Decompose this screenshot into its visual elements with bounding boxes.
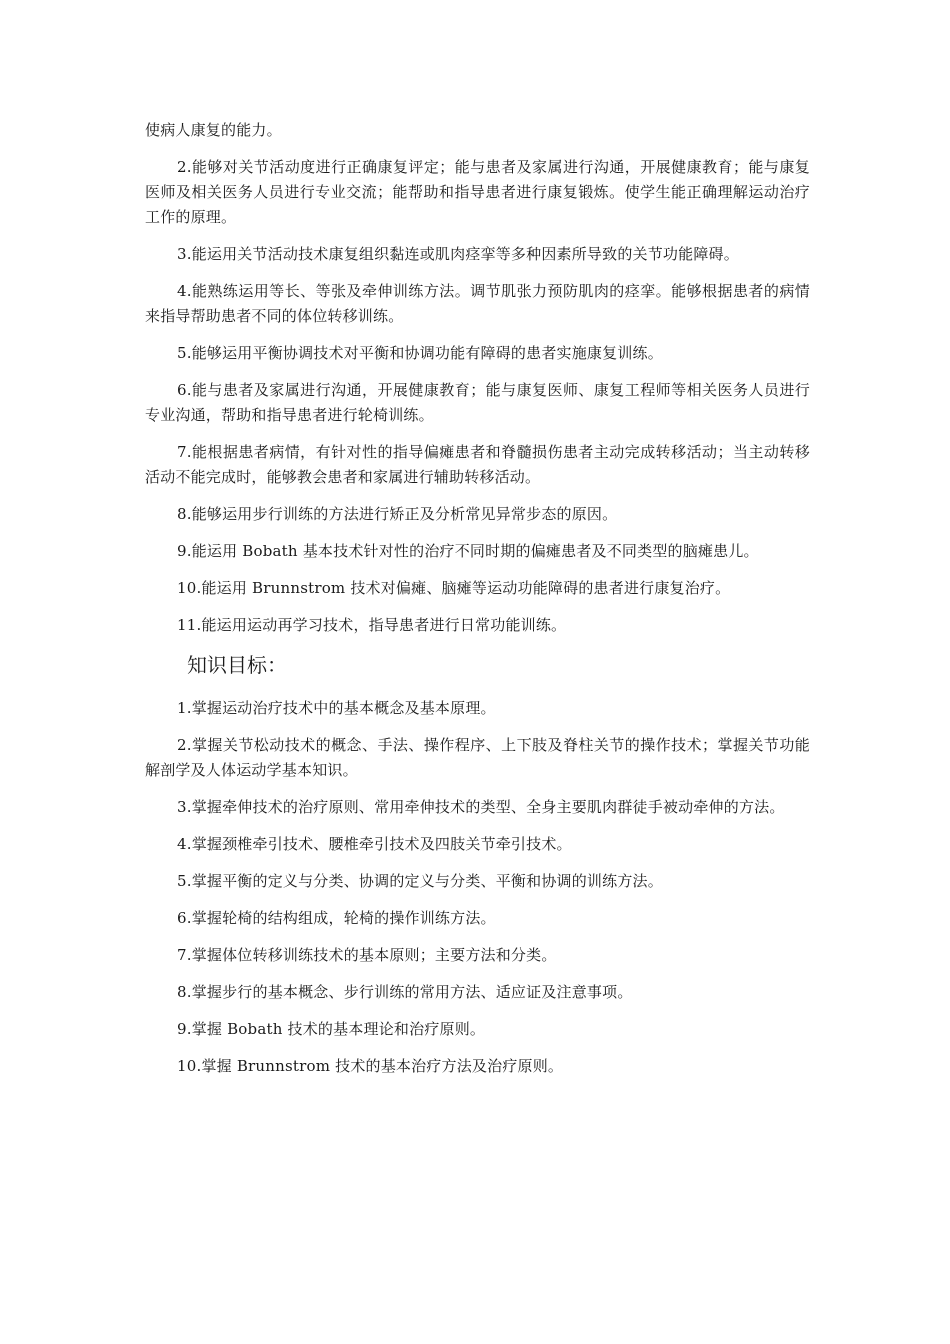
ability-item-6: 6.能与患者及家属进行沟通，开展健康教育；能与康复医师、康复工程师等相关医务人员进行专业沟通，帮助和指导患者进行轮椅训练。 — [145, 381, 810, 424]
knowledge-item-4: 4.掌握颈椎牵引技术、腰椎牵引技术及四肢关节牵引技术。 — [177, 835, 572, 853]
knowledge-item-8: 8.掌握步行的基本概念、步行训练的常用方法、适应证及注意事项。 — [177, 983, 633, 1001]
knowledge-item-5: 5.掌握平衡的定义与分类、协调的定义与分类、平衡和协调的训练方法。 — [177, 872, 663, 890]
knowledge-item-7: 7.掌握体位转移训练技术的基本原则；主要方法和分类。 — [177, 946, 557, 964]
knowledge-item-6: 6.掌握轮椅的结构组成，轮椅的操作训练方法。 — [177, 909, 496, 927]
ability-item-3: 3.能运用关节活动技术康复组织黏连或肌肉痉挛等多种因素所导致的关节功能障碍。 — [177, 245, 739, 263]
document-body — [145, 118, 810, 1091]
ability-item-8: 8.能够运用步行训练的方法进行矫正及分析常见异常步态的原因。 — [177, 505, 618, 523]
ability-continuation: 使病人康复的能力。 — [145, 121, 282, 139]
ability-item-9: 9.能运用 Bobath 基本技术针对性的治疗不同时期的偏瘫患者及不同类型的脑瘫患儿。 — [177, 542, 759, 560]
ability-item-10: 10.能运用 Brunnstrom 技术对偏瘫、脑瘫等运动功能障碍的患者进行康复治疗。 — [177, 579, 731, 597]
knowledge-item-3: 3.掌握牵伸技术的治疗原则、常用牵伸技术的类型、全身主要肌肉群徒手被动牵伸的方法。 — [177, 798, 785, 816]
ability-item-2: 2.能够对关节活动度进行正确康复评定；能与患者及家属进行沟通，开展健康教育；能与康复医师及相关医务人员进行专业交流；能帮助和指导患者进行康复锻炼。使学生能正确理解运动治疗工作的原理。 — [145, 158, 810, 226]
ability-item-5: 5.能够运用平衡协调技术对平衡和协调功能有障碍的患者实施康复训练。 — [177, 344, 663, 362]
ability-item-7: 7.能根据患者病情，有针对性的指导偏瘫患者和脊髓损伤患者主动完成转移活动；当主动转移活动不能完成时，能够教会患者和家属进行辅助转移活动。 — [145, 443, 810, 486]
knowledge-item-9: 9.掌握 Bobath 技术的基本理论和治疗原则。 — [177, 1020, 486, 1038]
ability-item-11: 11.能运用运动再学习技术，指导患者进行日常功能训练。 — [177, 616, 567, 634]
knowledge-item-1: 1.掌握运动治疗技术中的基本概念及基本原理。 — [177, 699, 496, 717]
knowledge-heading: 知识目标： — [187, 653, 287, 677]
knowledge-item-10: 10.掌握 Brunnstrom 技术的基本治疗方法及治疗原则。 — [177, 1057, 564, 1075]
ability-item-4: 4.能熟练运用等长、等张及牵伸训练方法。调节肌张力预防肌肉的痉挛。能够根据患者的病情来指导帮助患者不同的体位转移训练。 — [145, 282, 810, 325]
knowledge-item-2: 2.掌握关节松动技术的概念、手法、操作程序、上下肢及脊柱关节的操作技术；掌握关节功能解剖学及人体运动学基本知识。 — [145, 736, 810, 779]
